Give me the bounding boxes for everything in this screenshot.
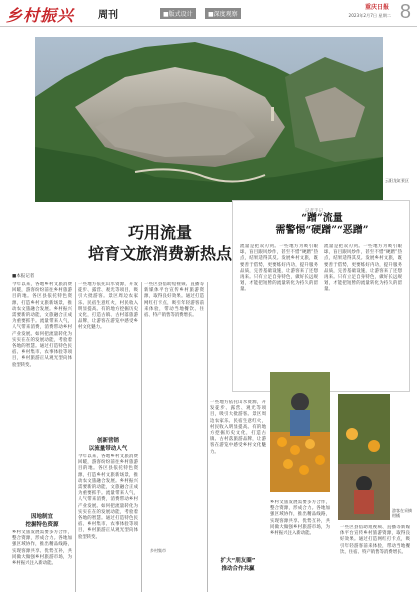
col2-subhead-2: 以流量带动人气 bbox=[88, 446, 128, 452]
newspaper-logo: 重庆日报 bbox=[364, 4, 389, 11]
article-column-6: 一些区县借助短视频、直播等新媒体平台宣传乡村旅游资源，取得良好效果。通过打造网红打卡点，吸引年轻游客前来体验，带动当地餐饮、住宿、特产销售等消费增长。 bbox=[340, 525, 410, 555]
sidebar-title-line-2: 需警惕“硬蹭”“恶蹭” bbox=[275, 225, 369, 236]
col3-subhead-1: 扩大“朋友圈” bbox=[220, 558, 256, 564]
market-photo bbox=[338, 394, 390, 520]
column-rule-3 bbox=[207, 282, 208, 592]
article-column-2: 一些地方依托山水资源，开发徒步、露营、观光等项目，吸引大批游客。景区周边农家乐、民宿生意红火，村民收入明显提高。有的地方挖掘历史文化，打造古镇、古村落旅游品牌，让游客在游览中感受乡村文化魅力。 bbox=[78, 282, 138, 331]
article-column-2b: 今年以来，各地乡村文旅消费回暖，游客纷纷前往乡村旅游目的地。各区县依托特色资源，打造乡村文旅新场景，推动农文旅融合发展。乡村振兴需要新的动能，文旅融合正成为重要抓手。流量带来人气，人气带来消费，消费带动乡村产业发展。如何把流量转化为实实在在的发展动能，考验着各地的智慧。通过打造特色民宿、乡村集市、农事体验等项目，乡村旅游正从观光型向体验型转变。 bbox=[78, 454, 138, 540]
market-photo-caption: 乡村集市 bbox=[150, 548, 166, 553]
sidebar-label: 记者手记 bbox=[305, 209, 323, 214]
sidebar-text-col-2: 流量是把双刃剑。一些地方为吸引眼球，盲目跟风炒作，甚至不惜“硬蹭”热点，结果适得其反。发展乡村文旅，既要善于借势，更要练好内功，提升服务品质，完善基础设施，让游客来了还想再来。只有立足自身特色，做好长远规划，才能把短暂的流量转化为持久的留量。 bbox=[324, 244, 402, 293]
headline-line-1: 巧用流量 bbox=[127, 223, 192, 242]
sidebar-title-line-1: “蹭”流量 bbox=[301, 213, 343, 224]
masthead-weekly: 周刊 bbox=[98, 10, 118, 21]
citrus-image bbox=[270, 372, 330, 492]
sidebar-title bbox=[252, 213, 392, 237]
citrus-photo bbox=[270, 372, 330, 492]
col1-subhead-1: 因地制宜 bbox=[30, 514, 53, 520]
citrus-photo-caption: 游客在采摘柑橘 bbox=[392, 508, 412, 518]
column-rule-1 bbox=[75, 282, 76, 592]
canyon-image bbox=[35, 37, 383, 202]
article-column-1: 今年以来，各地乡村文旅消费回暖，游客纷纷前往乡村旅游目的地。各区县依托特色资源，打造乡村文旅新场景，推动农文旅融合发展。乡村振兴需要新的动能，文旅融合正成为重要抓手。流量带来人气，人气带来消费，消费带动乡村产业发展。如何把流量转化为实实在在的发展动能，考验着各地的智慧。通过打造特色民宿、乡村集市、农事体验等项目，乡村旅游正从观光型向体验型转变。 bbox=[12, 282, 72, 368]
market-image bbox=[338, 394, 390, 520]
headline-line-2: 培育文旅消费新热点 bbox=[87, 244, 232, 263]
hero-caption: 云阳龙缸景区 bbox=[385, 178, 409, 183]
col3-subhead-2: 推动合作共赢 bbox=[221, 566, 255, 572]
masthead-date: 2023年2月7日 星期二 bbox=[348, 13, 391, 18]
column-rule-2 bbox=[141, 282, 142, 592]
masthead-tag-design: ■版式设计 bbox=[160, 8, 196, 19]
article-column-1b: 乡村文旅发展需要多方合作，整合资源，形成合力。各地加强区域协作，推出精品线路，实现客源共享、优势互补，共同做大做强乡村旅游市场，为乡村振兴注入新动能。 bbox=[12, 530, 72, 567]
byline: ■本报记者 bbox=[12, 274, 35, 279]
masthead-title: 乡村振兴 bbox=[6, 6, 75, 25]
hero-photo bbox=[35, 37, 383, 202]
sidebar-text-col-1: 流量是把双刃剑。一些地方为吸引眼球，盲目跟风炒作，甚至不惜“硬蹭”热点，结果适得其反。发展乡村文旅，既要善于借势，更要练好内功，提升服务品质，完善基础设施，让游客来了还想再来。只有立足自身特色，做好长远规划，才能把短暂的流量转化为持久的留量。 bbox=[240, 244, 318, 293]
col1-subhead-2: 挖掘特色资源 bbox=[25, 522, 59, 528]
article-column-5: 乡村文旅发展需要多方合作，整合资源，形成合力。各地加强区域协作，推出精品线路，实现客源共享、优势互补，共同做大做强乡村旅游市场，为乡村振兴注入新动能。 bbox=[270, 500, 330, 537]
article-column-3: 一些区县借助短视频、直播等新媒体平台宣传乡村旅游资源，取得良好效果。通过打造网红打卡点，吸引年轻游客前来体验，带动当地餐饮、住宿、特产销售等消费增长。 bbox=[144, 282, 204, 319]
masthead-tag-observe: ■深度观察 bbox=[205, 8, 241, 19]
col2-subhead-1: 创新营销 bbox=[96, 438, 119, 444]
article-column-4: 一些地方依托山水资源，开发徒步、露营、观光等项目，吸引大批游客。景区周边农家乐、民宿生意红火，村民收入明显提高。有的地方挖掘历史文化，打造古镇、古村落旅游品牌，让游客在游览中感受乡村文化魅力。 bbox=[210, 400, 266, 455]
page-number: 8 bbox=[399, 1, 411, 23]
